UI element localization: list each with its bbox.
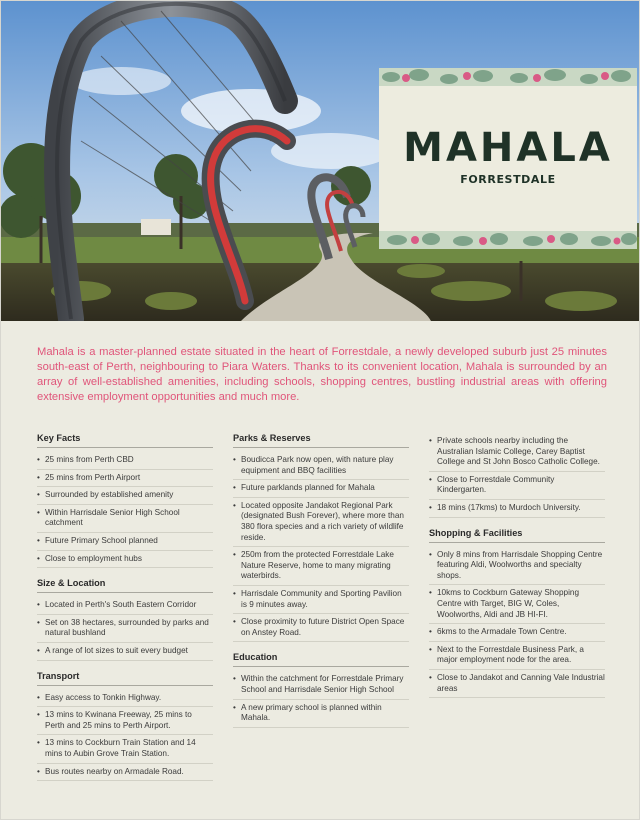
- brand-subtitle: FORRESTDALE: [460, 173, 556, 186]
- section-key-facts: [37, 433, 213, 568]
- intro-paragraph: Mahala is a master-planned estate situated in the heart of Forrestdale, a newly developed suburb just 25 minutes south-east of Perth, neighbouring to Piara Waters. Thanks to its convenient location, Mahala is surrounded by an array of well-established amenities, including schools, shopping centres, bustling industrial areas with offering extensive employment opportunities and much more.: [37, 346, 607, 403]
- list-item: • Private schools nearby including the Australian Islamic College, Carey Baptist College and St John Bosco Catholic College.: [429, 433, 605, 472]
- list-item: • Close to Jandakot and Canning Vale Industrial areas: [429, 670, 605, 698]
- list-item: • Set on 38 hectares, surrounded by parks and natural bushland: [37, 615, 213, 643]
- list-item: • Close to employment hubs: [37, 551, 213, 569]
- bullet-list: [37, 452, 213, 568]
- section-size-location: [37, 578, 213, 660]
- list-item: • A range of lot sizes to suit every budget: [37, 643, 213, 661]
- foliage-border-icon: [379, 231, 637, 249]
- section-transport: [37, 671, 213, 782]
- column-left: [37, 433, 213, 791]
- list-item: • Located in Perth's South Eastern Corridor: [37, 597, 213, 615]
- list-item: • 6kms to the Armadale Town Centre.: [429, 624, 605, 642]
- list-item: • 25 mins from Perth Airport: [37, 470, 213, 488]
- list-item: • Within the catchment for Forrestdale Primary School and Harrisdale Senior High School: [233, 671, 409, 699]
- list-item: • Close to Forrestdale Community Kindergarten.: [429, 472, 605, 500]
- list-item: • Next to the Forrestdale Business Park, a major employment node for the area.: [429, 642, 605, 670]
- section-heading: Transport: [37, 671, 213, 686]
- bullet-list: [37, 597, 213, 660]
- bullet-list-education-continued: [429, 433, 605, 518]
- title-panel: [379, 68, 637, 249]
- list-item: • Harrisdale Community and Sporting Pavilion is 9 minutes away.: [233, 586, 409, 614]
- list-item: • 13 mins to Cockburn Train Station and 14 mins to Aubin Grove Train Station.: [37, 735, 213, 763]
- section-heading: Education: [233, 652, 409, 667]
- section-education: [233, 652, 409, 727]
- column-right: [429, 433, 605, 708]
- list-item: • Bus routes nearby on Armadale Road.: [37, 764, 213, 782]
- section-heading: Parks & Reserves: [233, 433, 409, 448]
- list-item: • Located opposite Jandakot Regional Park (designated Bush Forever), where more than 380 flora species and a rich variety of wildlife reside.: [233, 498, 409, 547]
- bullet-list: [233, 671, 409, 727]
- list-item: • 18 mins (17kms) to Murdoch University.: [429, 500, 605, 518]
- brand-title: MAHALA: [403, 125, 613, 171]
- list-item: • Surrounded by established amenity: [37, 487, 213, 505]
- list-item: • 25 mins from Perth CBD: [37, 452, 213, 470]
- list-item: • Future Primary School planned: [37, 533, 213, 551]
- list-item: • Future parklands planned for Mahala: [233, 480, 409, 498]
- section-heading: Shopping & Facilities: [429, 528, 605, 543]
- list-item: • Within Harrisdale Senior High School catchment: [37, 505, 213, 533]
- list-item: • 10kms to Cockburn Gateway Shopping Centre with Target, BIG W, Coles, Woolworths, Aldi and JB HI-FI.: [429, 585, 605, 624]
- list-item: • Only 8 mins from Harrisdale Shopping Centre featuring Aldi, Woolworths and specialty shops.: [429, 547, 605, 586]
- list-item: • Boudicca Park now open, with nature play equipment and BBQ facilities: [233, 452, 409, 480]
- foliage-border-icon: [379, 68, 637, 86]
- section-heading: Size & Location: [37, 578, 213, 593]
- list-item: • Close proximity to future District Open Space on Anstey Road.: [233, 614, 409, 642]
- list-item: • Easy access to Tonkin Highway.: [37, 690, 213, 708]
- section-heading: Key Facts: [37, 433, 213, 448]
- bullet-list: [233, 452, 409, 642]
- bullet-list: [429, 547, 605, 699]
- section-shopping-facilities: [429, 528, 605, 699]
- column-middle: [233, 433, 409, 738]
- list-item: • 250m from the protected Forrestdale Lake Nature Reserve, home to many migrating waterbirds.: [233, 547, 409, 586]
- list-item: • A new primary school is planned within Mahala.: [233, 700, 409, 728]
- list-item: • 13 mins to Kwinana Freeway, 25 mins to Perth and 25 mins to Perth Airport.: [37, 707, 213, 735]
- bullet-list: [37, 690, 213, 782]
- section-parks-reserves: [233, 433, 409, 642]
